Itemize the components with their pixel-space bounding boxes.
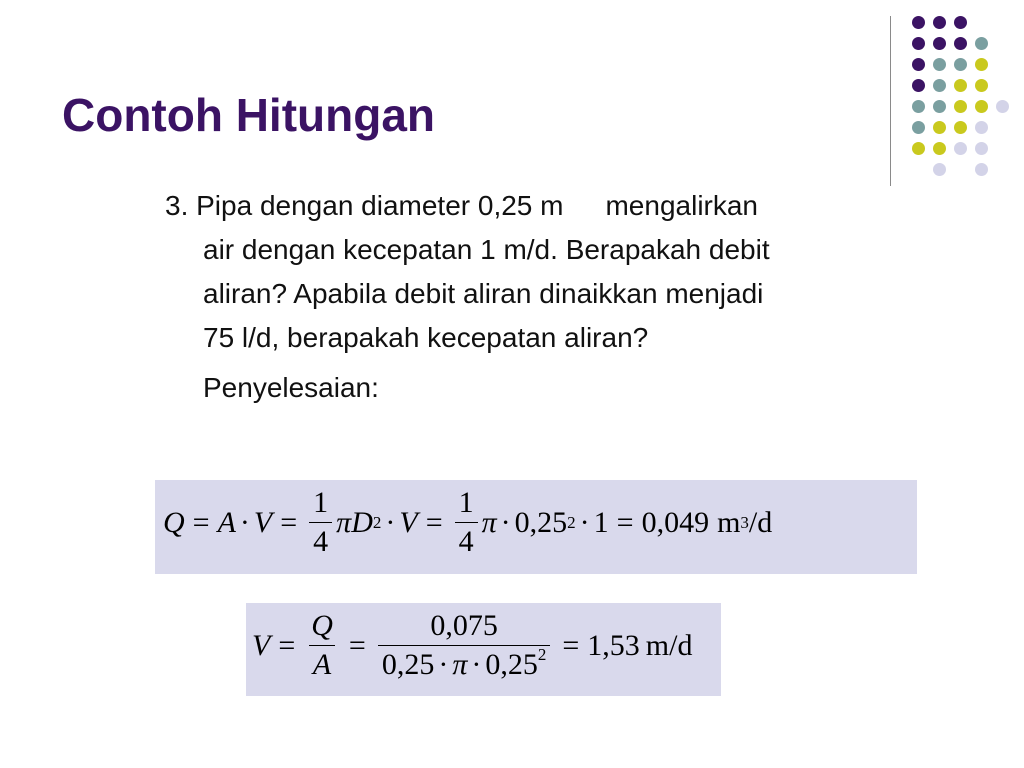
decorative-dot xyxy=(954,37,967,50)
frac-den: $0,25 \cdot \pi \cdot 0,25^2$ xyxy=(378,645,551,682)
decorative-dot xyxy=(933,121,946,134)
decorative-dot xyxy=(975,100,988,113)
decorative-dot xyxy=(954,79,967,92)
eq-symbol-v: V xyxy=(252,628,271,662)
decorative-dot xyxy=(933,79,946,92)
problem-line-4: 75 l/d, berapakah kecepatan aliran? xyxy=(203,322,649,353)
decorative-dot xyxy=(975,79,988,92)
decorative-dot xyxy=(933,58,946,71)
decorative-dot xyxy=(954,58,967,71)
eq-equals: = xyxy=(278,628,296,662)
decorative-dot xyxy=(975,121,988,134)
equation-box-velocity xyxy=(246,603,721,696)
eq-exponent: 2 xyxy=(537,645,547,664)
den-value-a: 0,25 xyxy=(381,648,435,681)
decorative-dot xyxy=(975,142,988,155)
decorative-dot xyxy=(975,37,988,50)
problem-line-2: air dengan kecepatan 1 m/d. Berapakah debit xyxy=(203,234,770,265)
decorative-dot xyxy=(975,58,988,71)
decorative-dot xyxy=(996,100,1009,113)
eq-equals: = xyxy=(192,505,210,539)
decorative-dot xyxy=(912,79,925,92)
equation-discharge: Q = A · V = $\frac{1}{4}$ π D 2 · V = $\frac{1}{4}$ π · 0,25 2 · 1 = 0,049 m 3 /d xyxy=(163,486,773,558)
problem-text xyxy=(165,184,965,410)
eq-pi: π xyxy=(481,505,497,539)
frac-num: Q xyxy=(311,609,333,642)
slide-title: Contoh Hitungan xyxy=(62,89,436,141)
problem-line-1a: 3. Pipa dengan diameter 0,25 m xyxy=(165,190,564,221)
fraction-quarter xyxy=(455,486,478,559)
problem-line-3: aliran? Apabila debit aliran dinaikkan menjadi xyxy=(203,278,764,309)
decorative-dot xyxy=(912,58,925,71)
eq-pi: π xyxy=(452,648,468,681)
eq-symbol-a: A xyxy=(217,505,236,539)
fraction-q-over-a xyxy=(307,609,337,682)
decorative-dot xyxy=(912,16,925,29)
frac-num: 1 xyxy=(458,486,474,519)
decorative-dot xyxy=(933,142,946,155)
frac-den: 4 xyxy=(309,522,332,559)
eq-unit-per-d: /d xyxy=(748,505,773,539)
decorative-dot xyxy=(954,100,967,113)
eq-symbol-v: V xyxy=(253,505,273,539)
solution-label: Penyelesaian: xyxy=(203,372,379,403)
eq-unit-m: m xyxy=(717,505,741,539)
frac-den: 4 xyxy=(455,522,478,559)
frac-num: 1 xyxy=(313,486,329,519)
eq-discharge-result: 0,049 xyxy=(641,505,710,539)
decorative-dot xyxy=(954,16,967,29)
eq-equals: = xyxy=(280,505,298,539)
eq-diameter-value: 0,25 xyxy=(514,505,568,539)
eq-dot: · xyxy=(239,505,250,539)
decorative-dot xyxy=(912,142,925,155)
frac-num: 0,075 xyxy=(430,609,498,642)
eq-equals: = xyxy=(616,505,634,539)
equation-box-discharge xyxy=(155,480,917,574)
eq-equals: = xyxy=(348,628,366,662)
eq-velocity-result: 1,53 xyxy=(587,628,640,662)
fraction-numeric xyxy=(378,609,551,682)
equation-velocity xyxy=(252,609,692,682)
eq-symbol-v: V xyxy=(399,505,418,539)
eq-symbol-d: D xyxy=(351,505,373,539)
eq-symbol-q: Q xyxy=(163,505,185,539)
decorative-dot xyxy=(933,100,946,113)
eq-dot: · xyxy=(385,505,396,539)
decorative-dot xyxy=(933,16,946,29)
divider-line xyxy=(890,16,891,186)
eq-unit: m/d xyxy=(645,628,693,662)
decorative-dot xyxy=(975,163,988,176)
decorative-dot xyxy=(912,37,925,50)
decorative-dot xyxy=(912,121,925,134)
eq-pi: π xyxy=(336,505,352,539)
frac-den: A xyxy=(309,645,335,682)
decorative-dot xyxy=(933,37,946,50)
decorative-dot xyxy=(933,163,946,176)
decorative-dot xyxy=(912,100,925,113)
eq-equals: = xyxy=(425,505,443,539)
den-value-b: 0,25 xyxy=(485,648,538,681)
fraction-quarter xyxy=(309,486,332,559)
decorative-dot xyxy=(954,121,967,134)
problem-line-1b: mengalirkan xyxy=(605,190,759,221)
eq-equals: = xyxy=(562,628,580,662)
eq-dot: · xyxy=(579,505,590,539)
problem-line-1 xyxy=(165,184,965,228)
eq-dot: · xyxy=(500,505,511,539)
eq-velocity-value: 1 xyxy=(593,505,609,539)
decorative-dot xyxy=(954,142,967,155)
